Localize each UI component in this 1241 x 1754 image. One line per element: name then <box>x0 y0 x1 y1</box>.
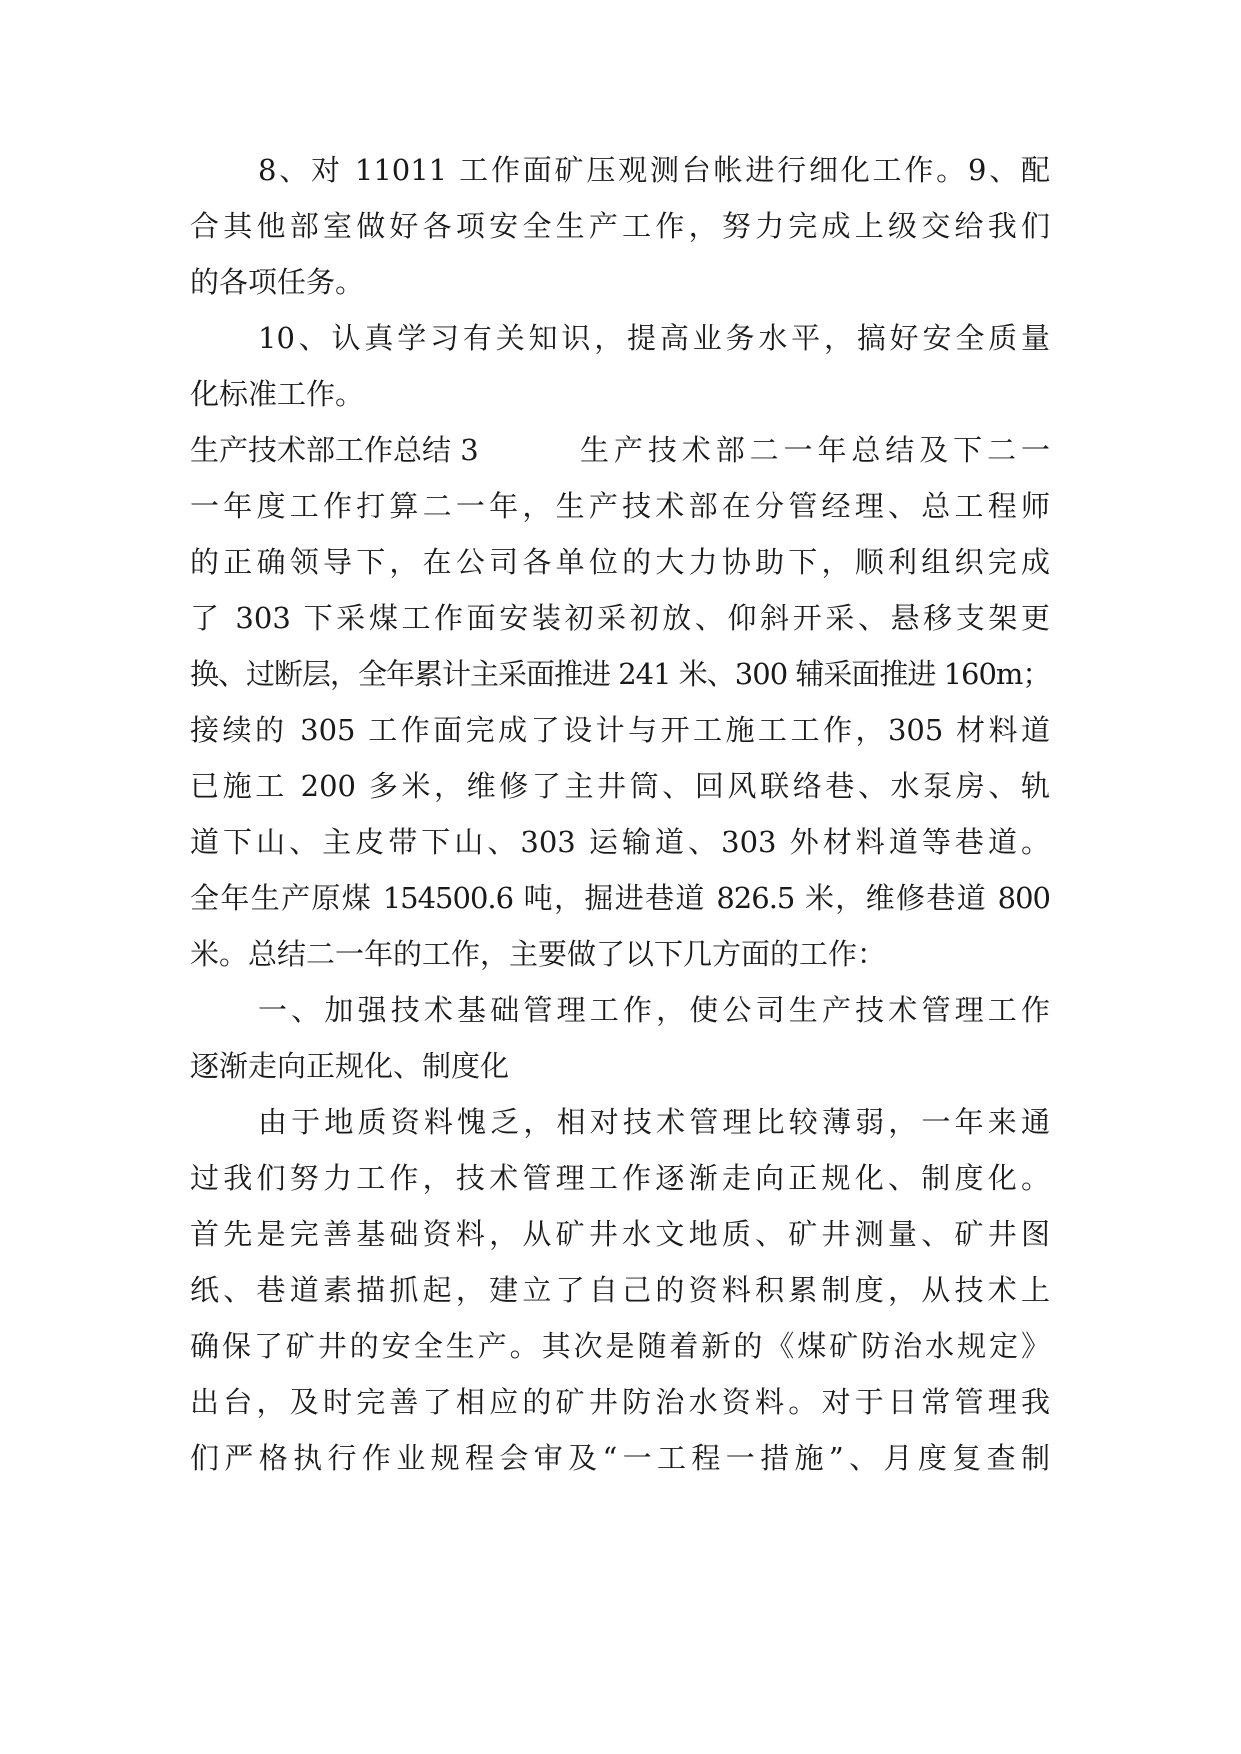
paragraph-line: 化标准工作。 <box>190 377 365 411</box>
paragraph-line: 接续的 305 工作面完成了设计与开工施工工作，305 材料道 <box>190 713 1050 747</box>
paragraph-line: 确保了矿井的安全生产。其次是随着新的《煤矿防治水规定》 <box>190 1329 1050 1363</box>
paragraph-line: 全年生产原煤 154500.6 吨，掘进巷道 826.5 米，维修巷道 800 <box>190 881 1050 915</box>
section-subheading-line: 逐渐走向正规化、制度化 <box>190 1049 510 1083</box>
paragraph-line: 换、过断层，全年累计主采面推进 241 米、300 辅采面推进 160m； <box>190 657 1050 691</box>
paragraph-line: 8、对 11011 工作面矿压观测台帐进行细化工作。9、配 <box>258 153 1050 187</box>
paragraph-line: 首先是完善基础资料，从矿井水文地质、矿井测量、矿井图 <box>190 1217 1050 1251</box>
paragraph-line: 纸、巷道素描抓起，建立了自己的资料积累制度，从技术上 <box>190 1273 1050 1307</box>
section-heading-row <box>190 430 1050 470</box>
paragraph-line: 米。总结二一年的工作，主要做了以下几方面的工作： <box>190 937 887 971</box>
paragraph-line: 们严格执行作业规程会审及“一工程一措施”、月度复查制 <box>190 1441 1050 1475</box>
paragraph-line: 合其他部室做好各项安全生产工作，努力完成上级交给我们 <box>190 209 1050 243</box>
paragraph-line: 过我们努力工作，技术管理工作逐渐走向正规化、制度化。 <box>190 1161 1050 1195</box>
paragraph-line: 出台，及时完善了相应的矿井防治水资料。对于日常管理我 <box>190 1385 1050 1419</box>
paragraph-line: 已施工 200 多米，维修了主井筒、回风联络巷、水泵房、轨 <box>190 769 1050 803</box>
section-subheading-line: 一、加强技术基础管理工作，使公司生产技术管理工作 <box>258 993 1050 1027</box>
paragraph-line: 的正确领导下，在公司各单位的大力协助下，顺利组织完成 <box>190 545 1050 579</box>
section-title: 生产技术部工作总结 3 <box>190 433 479 467</box>
paragraph-line: 的各项任务。 <box>190 265 365 299</box>
paragraph-line: 了 303 下采煤工作面安装初采初放、仰斜开采、悬移支架更 <box>190 601 1050 635</box>
paragraph-line: 道下山、主皮带下山、303 运输道、303 外材料道等巷道。 <box>190 825 1050 859</box>
paragraph-line: 10、认真学习有关知识，提高业务水平，搞好安全质量 <box>258 321 1050 355</box>
paragraph-line: 由于地质资料愧乏，相对技术管理比较薄弱，一年来通 <box>258 1105 1050 1139</box>
section-intro-text: 生产技术部二一年总结及下二一 <box>580 433 1050 467</box>
paragraph-line: 一年度工作打算二一年，生产技术部在分管经理、总工程师 <box>190 489 1050 523</box>
